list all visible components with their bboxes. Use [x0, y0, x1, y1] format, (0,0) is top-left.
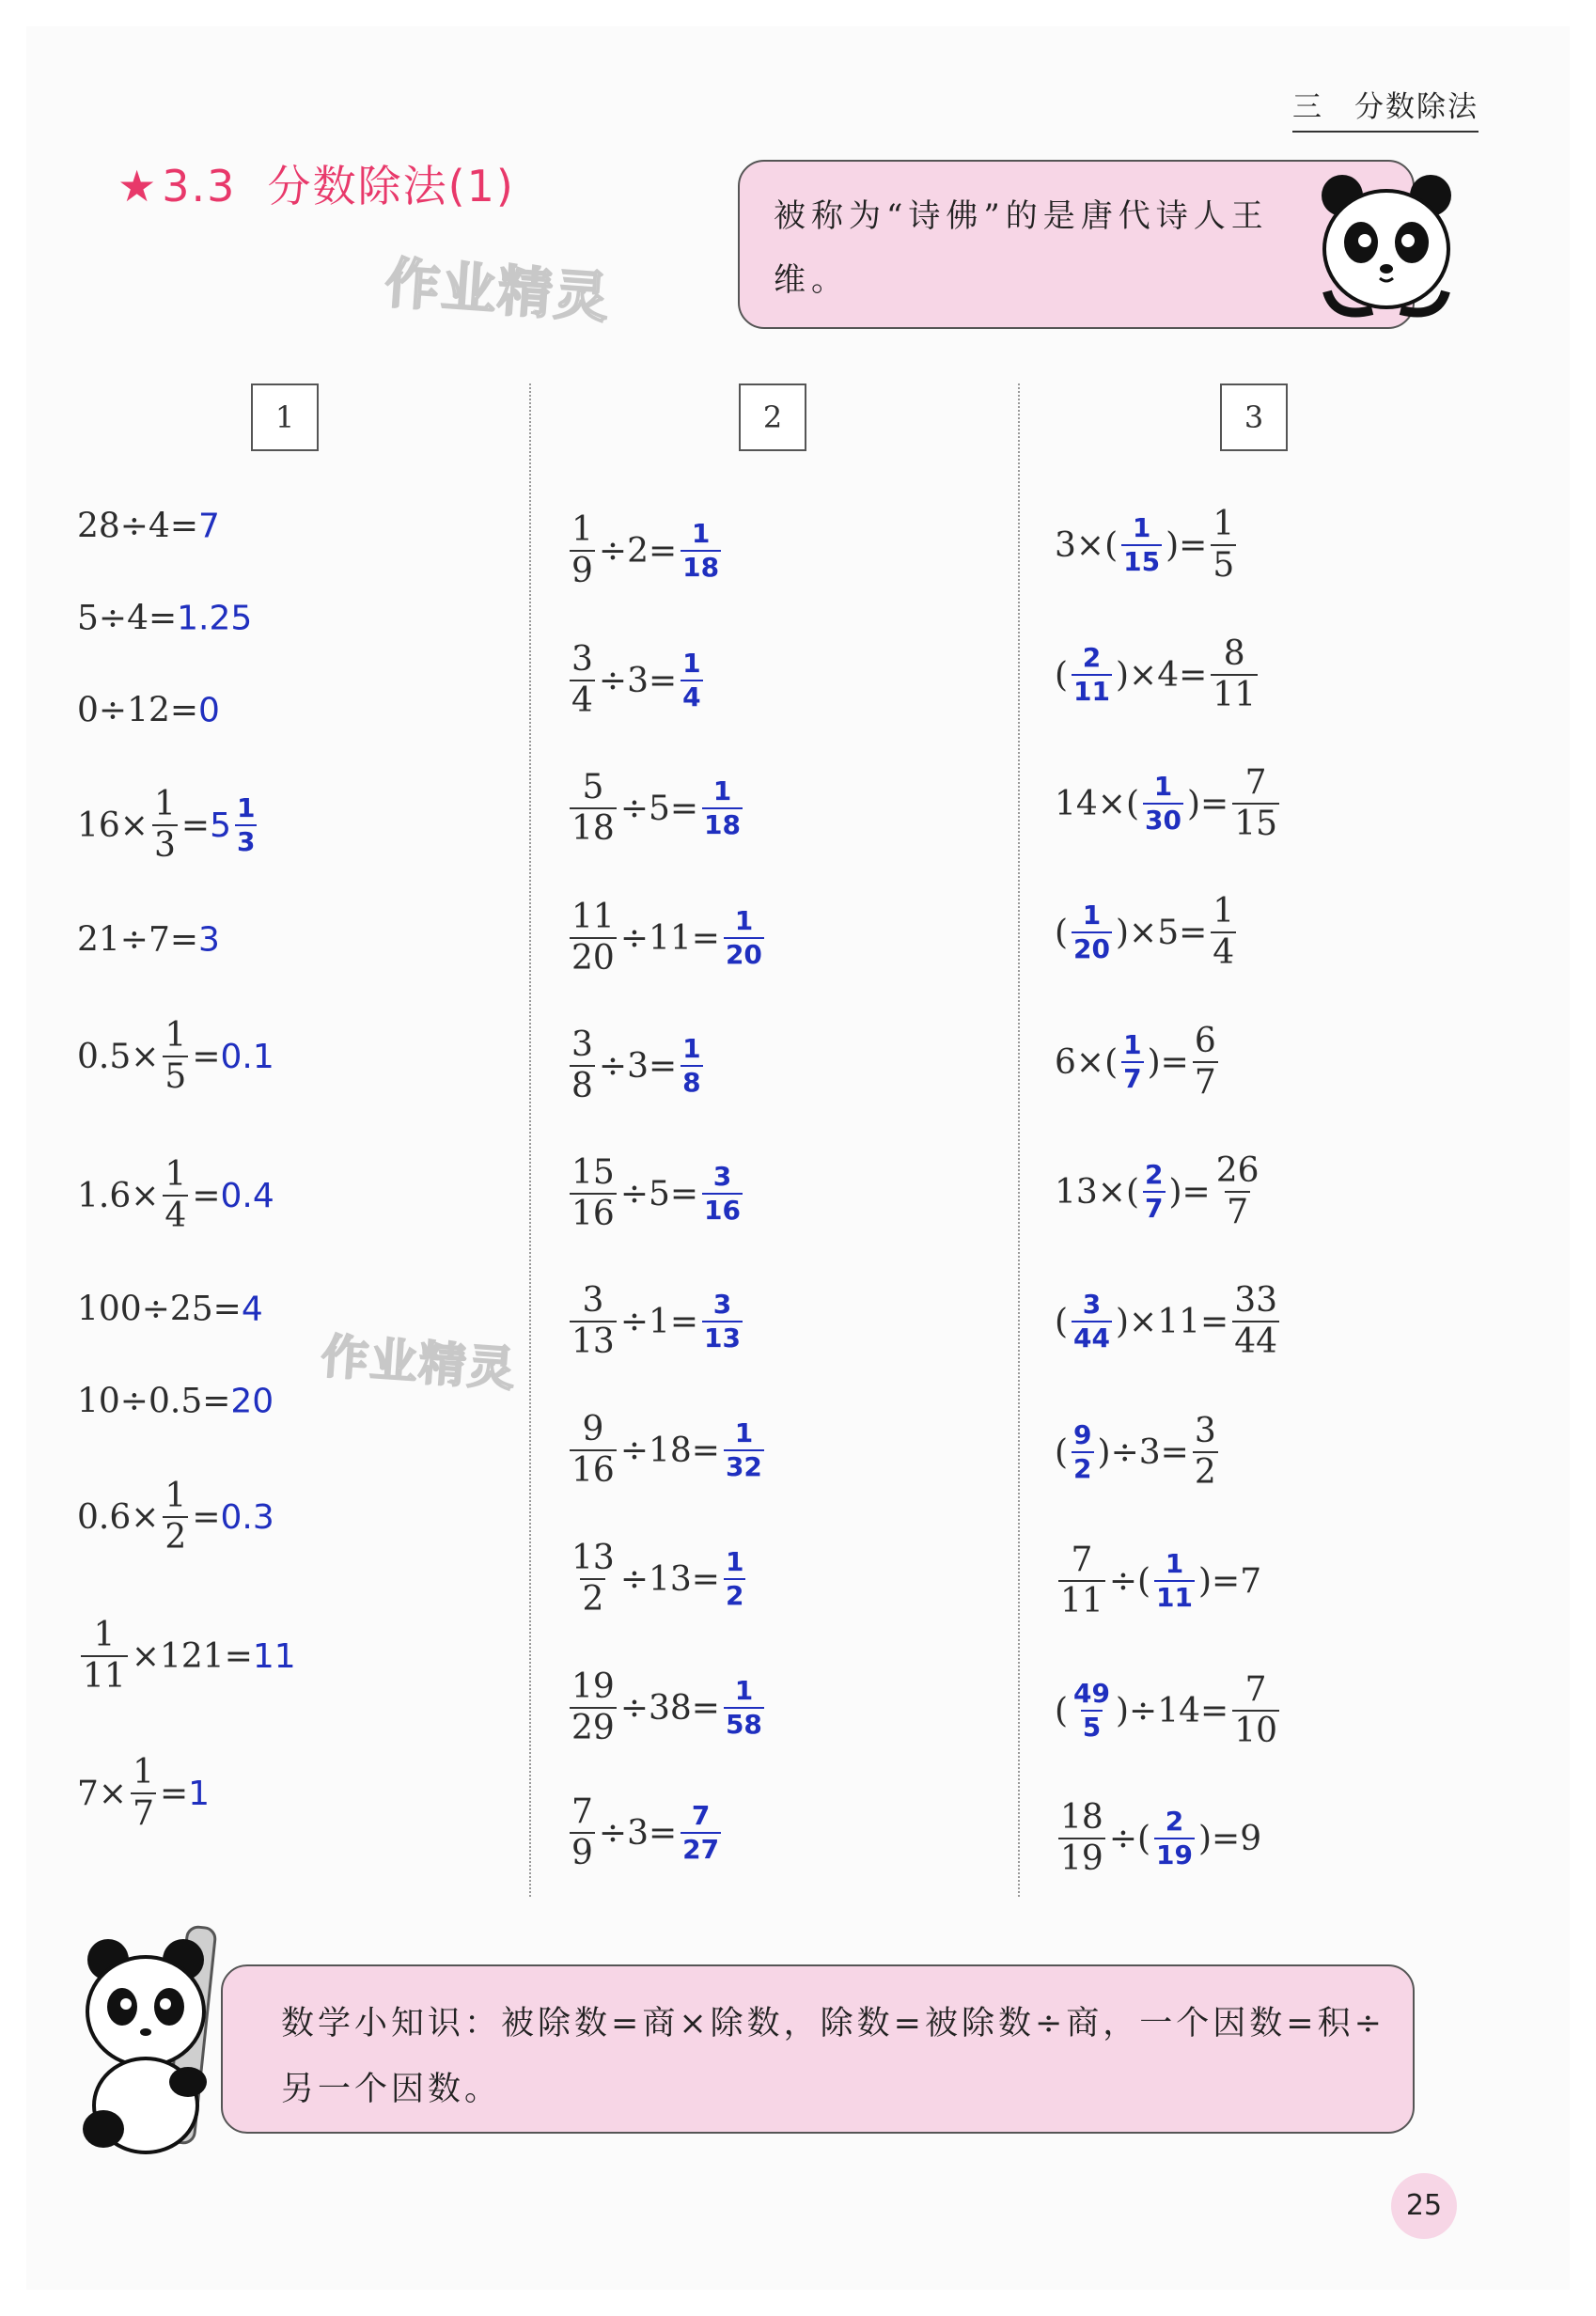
answer-value: 0.1: [220, 1037, 274, 1076]
denominator: 8: [682, 1067, 701, 1098]
answer-fraction: [702, 1161, 743, 1226]
numerator: 1: [1213, 505, 1235, 543]
fraction: [131, 1753, 156, 1833]
numerator: 1: [1153, 771, 1173, 802]
answer-fraction: [724, 905, 764, 970]
denominator: 20: [571, 939, 615, 978]
fraction: [1193, 1022, 1218, 1102]
numerator: 1: [1132, 512, 1151, 543]
problem-text: 21÷7=: [77, 920, 199, 960]
fraction: [1211, 892, 1236, 972]
denominator: 5: [1082, 1712, 1102, 1743]
answer-value: 1: [188, 1774, 211, 1813]
denominator: 19: [1156, 1839, 1193, 1870]
problem-text: ÷(: [1108, 1561, 1151, 1601]
problem-text: )×4=: [1116, 655, 1208, 695]
problem-text: )=7: [1198, 1561, 1262, 1601]
denominator: 11: [1073, 676, 1111, 707]
problem-row: [566, 1410, 768, 1490]
panda-icon: [1316, 169, 1457, 320]
problem-text: (: [1055, 913, 1069, 952]
denominator: 29: [571, 1709, 615, 1747]
denominator: 3: [236, 826, 256, 857]
answer-fraction: [724, 1675, 764, 1740]
problem-row: [566, 768, 746, 848]
numerator: 1: [712, 775, 732, 806]
problem-text: ÷2=: [598, 531, 678, 571]
numerator: 1: [571, 510, 593, 549]
numerator: 3: [571, 640, 593, 679]
denominator: 32: [725, 1451, 762, 1482]
problem-text: )=: [1147, 1042, 1189, 1082]
problem-row: [1055, 1022, 1222, 1102]
denominator: 44: [1234, 1322, 1278, 1361]
fraction: [1058, 1543, 1105, 1619]
denominator: 7: [133, 1794, 154, 1833]
numerator: 1: [734, 1675, 754, 1706]
knowledge-box: [221, 1964, 1415, 2134]
problem-text: 5÷4=: [77, 599, 178, 638]
numerator: 1: [734, 905, 754, 936]
answer-fraction: [1072, 1678, 1112, 1743]
denominator: 30: [1145, 805, 1181, 836]
problem-text: ÷5=: [619, 789, 699, 828]
problem-text: =: [192, 1037, 221, 1076]
problem-text: 100÷25=: [77, 1290, 242, 1329]
problem-row: [566, 510, 725, 590]
problem-text: ÷3=: [598, 661, 678, 700]
problem-text: 13×(: [1055, 1172, 1140, 1212]
problem-text: 28÷4=: [77, 507, 199, 546]
problem-text: =: [159, 1774, 189, 1813]
problem-text: )=9: [1198, 1819, 1262, 1858]
problem-row: [566, 1281, 746, 1361]
answer-value: 4: [241, 1290, 263, 1329]
fraction: [1232, 763, 1279, 843]
problem-row: [1055, 1151, 1265, 1231]
problem-row: [1055, 1670, 1283, 1750]
problem-text: )×5=: [1116, 913, 1208, 952]
denominator: 18: [682, 552, 720, 583]
denominator: 7: [1194, 1063, 1216, 1102]
fraction: [152, 785, 178, 865]
answer-fraction: [1143, 771, 1183, 836]
problem-text: )=: [1168, 1172, 1211, 1212]
numerator: 2: [1082, 642, 1102, 673]
problem-row: [77, 508, 220, 546]
answer-value: 0.4: [220, 1176, 274, 1215]
knowledge-text: 数学小知识：被除数=商×除数，除数=被除数÷商，一个因数=积÷另一个因数。: [281, 2005, 1385, 2108]
denominator: 9: [571, 1834, 593, 1872]
problem-text: (: [1055, 1302, 1069, 1341]
fraction: [1058, 1798, 1105, 1878]
fraction: [570, 1281, 617, 1361]
fraction: [570, 1410, 617, 1490]
numerator: 9: [1073, 1419, 1092, 1450]
fraction: [570, 1541, 617, 1617]
numerator: 3: [712, 1161, 732, 1192]
numerator: 3: [1194, 1412, 1216, 1450]
tip-text: 被称为“诗佛”的是唐代诗人王维。: [774, 197, 1269, 299]
fraction: [570, 640, 595, 720]
problem-row: [77, 1291, 263, 1329]
numerator: 26: [1215, 1151, 1260, 1190]
problem-text: )=: [1187, 784, 1229, 823]
numerator: 1: [236, 792, 256, 823]
denominator: 18: [704, 809, 742, 840]
problem-text: ×121=: [131, 1636, 253, 1676]
problem-text: )÷14=: [1116, 1691, 1229, 1730]
fraction: [570, 1153, 617, 1233]
problem-text: 7×: [77, 1774, 128, 1813]
denominator: 16: [704, 1195, 742, 1226]
fraction: [570, 510, 595, 590]
denominator: 16: [571, 1451, 615, 1490]
problem-row: [1055, 505, 1240, 585]
problem-text: ÷(: [1108, 1819, 1151, 1858]
denominator: 19: [1060, 1839, 1103, 1878]
denominator: 10: [1234, 1712, 1278, 1750]
fraction: [1211, 634, 1258, 714]
numerator: 7: [691, 1800, 711, 1831]
answer-value: 11: [252, 1636, 296, 1676]
problem-row: [566, 1541, 749, 1617]
denominator: 16: [571, 1195, 615, 1233]
problem-text: 3×(: [1055, 525, 1119, 565]
denominator: 2: [164, 1518, 187, 1557]
numerator: 1: [1123, 1029, 1142, 1060]
denominator: 3: [153, 826, 176, 865]
answer-fraction: [702, 775, 743, 840]
denominator: 4: [571, 681, 593, 720]
numerator: 1: [1082, 900, 1102, 931]
problem-text: 14×(: [1055, 784, 1140, 823]
answer-fraction: [681, 1033, 702, 1098]
problem-row: [566, 1153, 746, 1233]
denominator: 11: [83, 1657, 126, 1696]
problem-text: ÷13=: [619, 1559, 720, 1599]
problem-text: 16×: [77, 806, 149, 845]
denominator: 15: [1123, 546, 1161, 577]
column-number: 1: [251, 383, 319, 451]
lesson-name: 分数除法(1): [267, 161, 515, 211]
problem-text: ÷1=: [619, 1302, 699, 1341]
fraction: [1193, 1412, 1218, 1492]
answer-fraction: [1072, 902, 1112, 962]
problem-row: [1055, 1412, 1222, 1492]
fraction: [1232, 1670, 1279, 1750]
fraction: [163, 1016, 188, 1096]
problem-row: [1055, 763, 1283, 843]
answer-value: 5: [210, 806, 231, 845]
numerator: 1: [164, 1155, 187, 1194]
problem-text: (: [1055, 1432, 1069, 1472]
problem-row: [566, 640, 707, 720]
numerator: 7: [1244, 763, 1267, 802]
fraction: [1232, 1281, 1279, 1361]
answer-fraction: [1154, 1548, 1195, 1613]
lesson-title: [117, 152, 515, 214]
problem-text: ÷18=: [619, 1431, 720, 1470]
problem-row: [566, 1667, 768, 1747]
fraction: [163, 1479, 188, 1555]
watermark: 作业精灵: [383, 250, 613, 331]
numerator: 3: [582, 1281, 604, 1320]
denominator: 5: [164, 1057, 187, 1096]
column-divider: [529, 383, 531, 1897]
numerator: 1: [734, 1417, 754, 1448]
problem-text: =: [192, 1497, 221, 1537]
numerator: 1: [164, 1016, 187, 1055]
fraction: [163, 1155, 188, 1235]
problem-text: 1.6×: [77, 1176, 160, 1215]
denominator: 4: [164, 1197, 187, 1235]
answer-value: 0.3: [220, 1497, 274, 1537]
numerator: 1: [1213, 892, 1235, 931]
problem-row: [77, 1479, 274, 1555]
answer-value: 7: [198, 507, 220, 546]
answer-value: 1.25: [177, 599, 253, 638]
denominator: 13: [704, 1322, 742, 1354]
problem-row: [77, 785, 260, 865]
denominator: 18: [571, 809, 615, 848]
numerator: 3: [712, 1289, 732, 1320]
denominator: 2: [582, 1580, 604, 1619]
fraction: [1211, 505, 1236, 585]
lesson-number: 3.3: [162, 161, 237, 211]
answer-value: 0: [198, 691, 220, 730]
denominator: 11: [1156, 1582, 1193, 1613]
denominator: 2: [725, 1580, 744, 1611]
numerator: 3: [1082, 1289, 1102, 1320]
problem-text: ÷5=: [619, 1174, 699, 1213]
answer-fraction: [681, 650, 702, 711]
numerator: 5: [582, 768, 604, 806]
numerator: 18: [1060, 1798, 1103, 1837]
numerator: 1: [93, 1616, 116, 1654]
answer-fraction: [1072, 1419, 1093, 1484]
problem-row: [566, 900, 768, 976]
numerator: 8: [1223, 634, 1245, 673]
problem-text: 6×(: [1055, 1042, 1119, 1082]
problem-text: 0÷12=: [77, 691, 199, 730]
answer-fraction: [1121, 1029, 1143, 1094]
fraction: [1214, 1151, 1261, 1231]
denominator: 11: [1060, 1582, 1103, 1620]
numerator: 3: [571, 1025, 593, 1064]
answer-fraction: [681, 518, 721, 583]
problem-row: [77, 921, 220, 960]
answer-value: 20: [230, 1382, 274, 1421]
numerator: 2: [1165, 1806, 1184, 1837]
answer-fraction: [1154, 1808, 1195, 1869]
denominator: 58: [725, 1709, 762, 1740]
column-number: 2: [739, 383, 806, 451]
numerator: 9: [582, 1410, 604, 1448]
answer-fraction: [235, 792, 257, 857]
problem-text: 0.6×: [77, 1497, 160, 1537]
fraction: [570, 768, 617, 848]
numerator: 1: [164, 1477, 187, 1515]
problem-text: 10÷0.5=: [77, 1382, 231, 1421]
problem-row: [77, 1383, 274, 1421]
denominator: 4: [682, 681, 701, 712]
numerator: 11: [571, 898, 615, 936]
numerator: 33: [1234, 1281, 1278, 1320]
tip-box: [738, 160, 1415, 329]
numerator: 19: [571, 1667, 615, 1706]
denominator: 4: [1213, 933, 1235, 972]
answer-fraction: [724, 1417, 764, 1482]
denominator: 11: [1213, 676, 1257, 714]
answer-fraction: [1072, 642, 1112, 707]
denominator: 7: [1227, 1193, 1249, 1231]
numerator: 1: [691, 518, 711, 549]
numerator: 1: [682, 1033, 701, 1064]
denominator: 44: [1073, 1322, 1111, 1354]
denominator: 20: [1073, 933, 1111, 964]
numerator: 1: [725, 1546, 744, 1577]
answer-fraction: [702, 1291, 743, 1352]
star-icon: ★: [117, 161, 159, 211]
answer-fraction: [1121, 512, 1162, 577]
problem-text: ÷3=: [598, 1046, 678, 1086]
problem-row: [77, 600, 252, 638]
problem-text: )=: [1166, 525, 1208, 565]
numerator: 7: [1071, 1541, 1093, 1579]
column-number: 3: [1220, 383, 1288, 451]
problem-row: [77, 1753, 211, 1833]
numerator: 1: [153, 785, 176, 823]
column-divider: [1018, 383, 1020, 1897]
numerator: 1: [1165, 1548, 1184, 1579]
problem-row: [77, 692, 220, 730]
section-header: 三 分数除法: [1292, 83, 1479, 133]
numerator: 6: [1194, 1022, 1216, 1060]
fraction: [570, 1792, 595, 1872]
numerator: 13: [571, 1539, 615, 1577]
denominator: 5: [1213, 546, 1235, 585]
problem-text: (: [1055, 1691, 1069, 1730]
denominator: 7: [1123, 1063, 1142, 1094]
numerator: 49: [1073, 1678, 1111, 1709]
fraction: [570, 1667, 617, 1747]
problem-row: [1055, 634, 1261, 714]
problem-row: [77, 1616, 296, 1696]
denominator: 20: [725, 939, 762, 970]
panda-with-pen-icon: [75, 1917, 263, 2162]
answer-fraction: [1143, 1159, 1165, 1224]
numerator: 1: [682, 648, 701, 679]
problem-text: ÷38=: [619, 1688, 720, 1728]
problem-row: [566, 1792, 725, 1872]
problem-text: =: [180, 806, 211, 845]
denominator: 2: [1073, 1453, 1092, 1484]
watermark: 作业精灵: [319, 1328, 519, 1398]
fraction: [81, 1616, 128, 1696]
problem-row: [566, 1025, 707, 1105]
fraction: [570, 900, 617, 976]
answer-fraction: [724, 1546, 745, 1611]
problem-text: 0.5×: [77, 1037, 160, 1076]
denominator: 15: [1234, 805, 1278, 843]
problem-text: (: [1055, 655, 1069, 695]
numerator: 2: [1145, 1159, 1164, 1190]
problem-text: ÷11=: [619, 918, 720, 958]
denominator: 13: [571, 1322, 615, 1361]
numerator: 7: [571, 1792, 593, 1831]
numerator: 15: [571, 1153, 615, 1192]
numerator: 7: [1244, 1670, 1267, 1709]
numerator: 1: [133, 1753, 154, 1792]
problem-text: ÷3=: [598, 1813, 678, 1853]
problem-row: [1055, 892, 1240, 972]
denominator: 8: [571, 1067, 593, 1105]
answer-fraction: [1072, 1291, 1112, 1352]
problem-text: )×11=: [1116, 1302, 1229, 1341]
answer-fraction: [681, 1800, 721, 1865]
problem-row: [77, 1016, 274, 1096]
denominator: 9: [571, 552, 593, 590]
denominator: 27: [682, 1834, 720, 1865]
problem-row: [1055, 1798, 1262, 1878]
denominator: 7: [1145, 1193, 1164, 1224]
fraction: [570, 1025, 595, 1105]
page-number: 25: [1391, 2173, 1457, 2239]
problem-text: =: [192, 1176, 221, 1215]
denominator: 2: [1194, 1453, 1216, 1492]
problem-row: [1055, 1281, 1283, 1361]
problem-row: [1055, 1543, 1261, 1619]
problem-text: )÷3=: [1097, 1432, 1189, 1472]
answer-value: 3: [198, 920, 220, 960]
problem-row: [77, 1155, 274, 1235]
